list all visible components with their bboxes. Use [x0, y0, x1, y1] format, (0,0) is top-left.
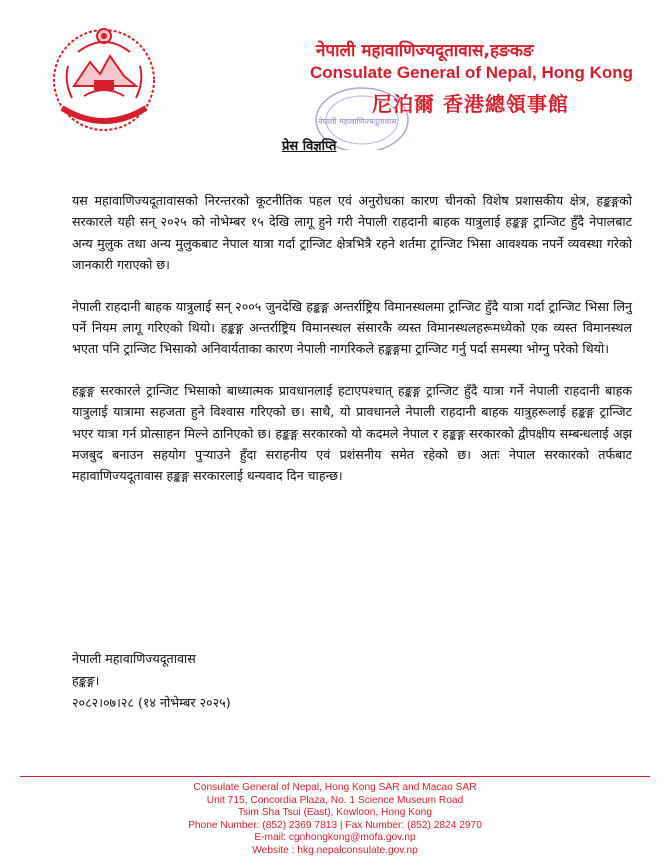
consulate-name-chinese: 尼泊爾 香港總領事館	[372, 92, 569, 116]
issuer-place: हङ्कङ्ग।	[72, 673, 100, 688]
footer-website: Website : hkg.nepalconsulate.gov.np	[252, 844, 418, 856]
consulate-name-nepali: नेपाली महावाणिज्यदूतावास,हङकङ	[316, 41, 534, 61]
nepal-coat-of-arms-icon	[44, 22, 164, 140]
stamp-text: नेपाली महावाणिज्यदूतावास	[318, 117, 397, 126]
footer-address-line-2: Tsim Sha Tsui (East), Kowloon, Hong Kong	[237, 807, 433, 819]
footer-divider	[20, 776, 650, 777]
footer-phone-fax: Phone Number: (852) 2369 7813 | Fax Number: (852) 2824 2970	[188, 819, 482, 831]
paragraph-1: यस महावाणिज्यदूतावासको निरन्तरको कूटनीतिक पहल एवं अनुरोधका कारण चीनको विशेष प्रशासकीय क्षेत्र, हङ्कङ्गको सरकारले यही सन् २०२५ को नोभेम्बर १५ देखि लागू हुने गरी नेपाली राहदानी बाहक यात्रुलाई हङ्कङ्ग ट्रान्जिट हुँदै नेपालबाट अन्य मुलुक तथा अन्य मुलुकबाट नेपाल यात्रा गर्दा ट्रान्जिट क्षेत्रभित्रै रहने शर्तमा ट्रान्जिट भिसा आवश्यक नपर्ने व्यवस्था गरेको जानकारी गराएको छ।	[72, 193, 632, 273]
issue-date: २०८२।०७।२८ (१४ नोभेम्बर २०२५)	[72, 695, 231, 710]
footer-contact	[120, 782, 550, 858]
issuer-name: नेपाली महावाणिज्यदूतावास	[72, 651, 196, 666]
press-release-body	[72, 190, 632, 507]
document-title: प्रेस विज्ञप्ति	[282, 139, 337, 154]
footer-address-line-1: Unit 715, Concordia Plaza, No. 1 Science Museum Road	[206, 794, 464, 806]
paragraph-3: हङ्कङ्ग सरकारले ट्रान्जिट भिसाको बाध्यात्मक प्रावधानलाई हटाएपश्चात् हङ्कङ्ग ट्रान्जिट हुँदै यात्रा गर्ने नेपाली राहदानी बाहक यात्रुलाई यात्रामा सहजता हुने विश्वास गरिएको छ। साथै, यो प्रावधानले नेपाली राहदानी बाहक यात्रुहरूलाई हङ्कङ्ग ट्रान्जिट भएर यात्रा गर्न प्रोत्साहन मिल्ने ठानिएको छ। हङ्कङ्ग सरकारको यो कदमले नेपाल र हङ्कङ्ग सरकारको द्वीपक्षीय सम्बन्धलाई अझ मजबुद बनाउन सहयोग पुऱ्याउने हुँदा सराहनीय एवं प्रशंसनीय समेत रहेको छ। अतः नेपाल सरकारको तर्फबाट महावाणिज्यदूतावास हङ्कङ्ग सरकारलाई धन्यवाद दिन चाहन्छ।	[72, 382, 632, 484]
signature-block	[72, 650, 372, 716]
footer-office-name: Consulate General of Nepal, Hong Kong SAR and Macao SAR	[193, 782, 477, 793]
footer-email: E-mail: cgnhongkong@mofa.gov.np	[254, 832, 416, 844]
consulate-name-english: Consulate General of Nepal, Hong Kong	[310, 63, 634, 82]
paragraph-2: नेपाली राहदानी बाहक यात्रुलाई सन् २००५ जुनदेखि हङ्कङ्ग अन्तर्राष्ट्रिय विमानस्थलमा ट्रान्जिट हुँदै यात्रा गर्दा ट्रान्जिट भिसा लिनु पर्ने नियम लागू गरिएको थियो। हङ्कङ्ग अन्तर्राष्ट्रिय विमानस्थल संसारकै व्यस्त विमानस्थलहरूमध्येको एक व्यस्त विमानस्थल भएता पनि ट्रान्जिट भिसाको अनिवार्यताका कारण नेपाली नागरिकले हङ्कङ्गमा ट्रान्जिट गर्नु पर्दा समस्या भोग्नु परेको थियो।	[72, 298, 632, 357]
